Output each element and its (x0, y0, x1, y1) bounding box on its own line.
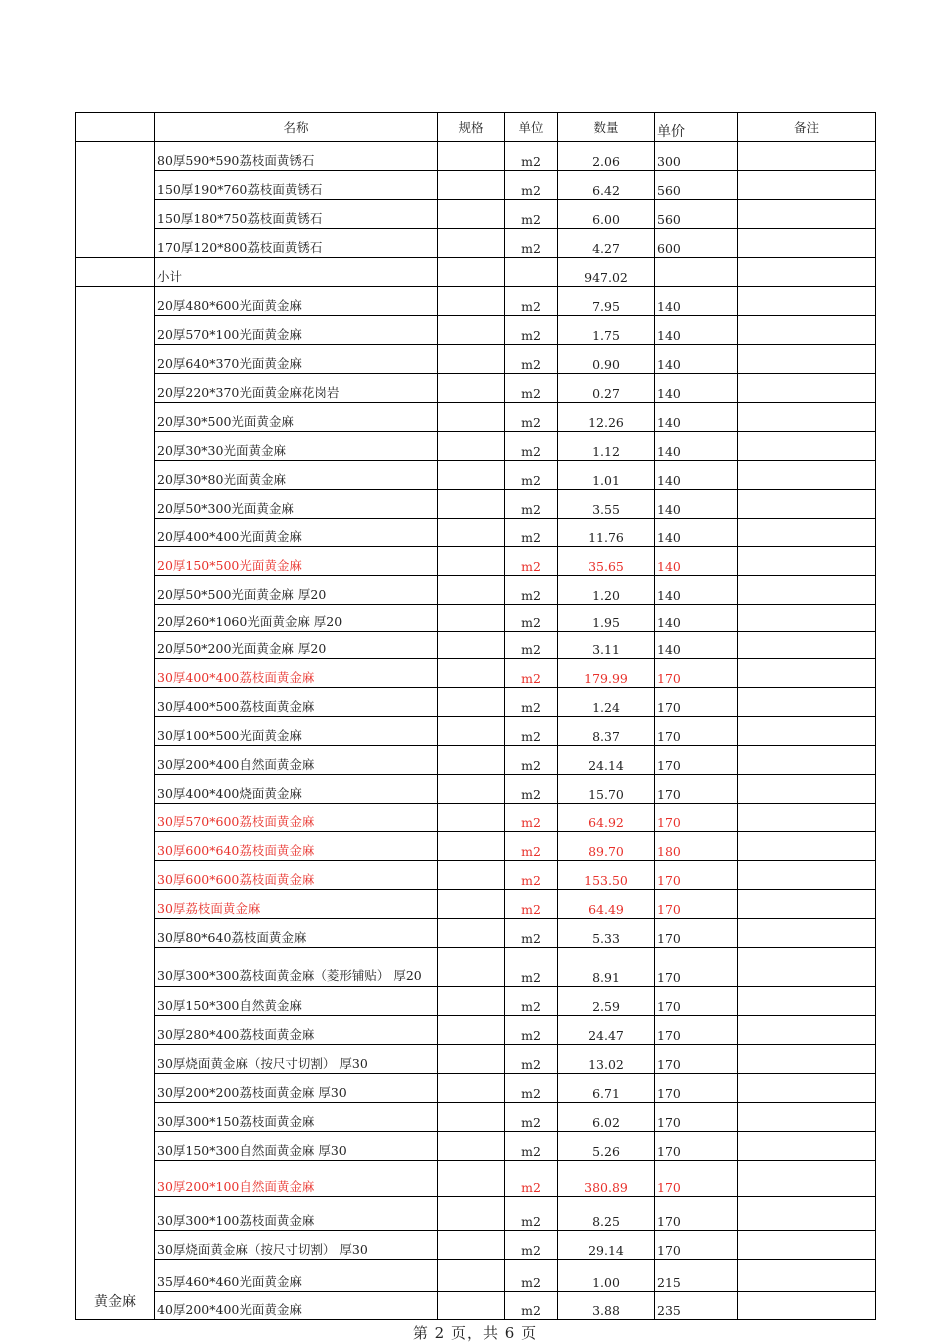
item-note (738, 229, 876, 258)
item-price: 170 (655, 987, 738, 1016)
table-row (76, 632, 876, 659)
item-price: 170 (655, 1132, 738, 1161)
header-note: 备注 (738, 113, 876, 142)
subtotal-row (76, 258, 876, 287)
item-note (738, 519, 876, 547)
item-qty: 380.89 (558, 1161, 655, 1197)
item-qty: 6.00 (558, 200, 655, 229)
item-unit: m2 (505, 547, 558, 576)
item-qty: 8.91 (558, 948, 655, 987)
item-note (738, 547, 876, 576)
item-note (738, 890, 876, 919)
category-cell (76, 142, 155, 258)
table-row (76, 1292, 876, 1320)
subtotal-qty: 947.02 (558, 258, 655, 287)
quantity-table (75, 112, 876, 1320)
item-price: 140 (655, 576, 738, 605)
item-price: 170 (655, 746, 738, 775)
item-qty: 3.11 (558, 632, 655, 659)
item-unit: m2 (505, 688, 558, 717)
item-qty: 64.49 (558, 890, 655, 919)
item-price: 170 (655, 1161, 738, 1197)
item-name: 30厚400*400烧面黄金麻 (155, 775, 438, 804)
item-spec (438, 1103, 505, 1132)
item-name: 30厚400*500荔枝面黄金麻 (155, 688, 438, 717)
item-unit: m2 (505, 1074, 558, 1103)
table-row (76, 890, 876, 919)
item-price: 600 (655, 229, 738, 258)
item-note (738, 632, 876, 659)
item-name: 30厚烧面黄金麻（按尺寸切割） 厚30 (155, 1045, 438, 1074)
item-spec (438, 1292, 505, 1320)
item-note (738, 1292, 876, 1320)
item-unit: m2 (505, 1016, 558, 1045)
table-row (76, 171, 876, 200)
item-qty: 3.88 (558, 1292, 655, 1320)
item-spec (438, 200, 505, 229)
item-spec (438, 1231, 505, 1260)
item-note (738, 1161, 876, 1197)
item-price: 170 (655, 1045, 738, 1074)
item-qty: 4.27 (558, 229, 655, 258)
item-name: 30厚100*500光面黄金麻 (155, 717, 438, 746)
item-spec (438, 374, 505, 403)
item-name: 170厚120*800荔枝面黄锈石 (155, 229, 438, 258)
item-note (738, 1016, 876, 1045)
item-qty: 7.95 (558, 287, 655, 316)
item-name: 30厚300*300荔枝面黄金麻（菱形铺贴） 厚20 (155, 948, 438, 987)
item-price: 170 (655, 1074, 738, 1103)
table-row (76, 717, 876, 746)
item-unit: m2 (505, 987, 558, 1016)
table-row (76, 1197, 876, 1231)
item-price: 560 (655, 200, 738, 229)
item-qty: 1.20 (558, 576, 655, 605)
item-qty: 64.92 (558, 804, 655, 832)
item-price: 180 (655, 832, 738, 861)
item-spec (438, 519, 505, 547)
item-qty: 24.14 (558, 746, 655, 775)
table-row (76, 1016, 876, 1045)
item-unit: m2 (505, 948, 558, 987)
subtotal-category (76, 258, 155, 287)
table-row (76, 832, 876, 861)
item-name: 20厚640*370光面黄金麻 (155, 345, 438, 374)
item-note (738, 1045, 876, 1074)
subtotal-note (738, 258, 876, 287)
header-row (76, 113, 876, 142)
item-qty: 35.65 (558, 547, 655, 576)
item-spec (438, 746, 505, 775)
table-row (76, 1132, 876, 1161)
item-note (738, 1260, 876, 1292)
item-note (738, 688, 876, 717)
item-unit: m2 (505, 576, 558, 605)
item-unit: m2 (505, 316, 558, 345)
item-unit: m2 (505, 1292, 558, 1320)
item-spec (438, 229, 505, 258)
table-row (76, 775, 876, 804)
item-note (738, 1231, 876, 1260)
item-name: 20厚220*370光面黄金麻花岗岩 (155, 374, 438, 403)
item-note (738, 1074, 876, 1103)
item-price: 170 (655, 688, 738, 717)
item-name: 20厚260*1060光面黄金麻 厚20 (155, 605, 438, 632)
item-unit: m2 (505, 1103, 558, 1132)
item-qty: 13.02 (558, 1045, 655, 1074)
item-note (738, 171, 876, 200)
table-row (76, 1074, 876, 1103)
item-spec (438, 987, 505, 1016)
item-spec (438, 775, 505, 804)
item-unit: m2 (505, 861, 558, 890)
item-spec (438, 861, 505, 890)
table-row (76, 142, 876, 171)
item-note (738, 432, 876, 461)
item-unit: m2 (505, 200, 558, 229)
item-spec (438, 605, 505, 632)
item-name: 30厚荔枝面黄金麻 (155, 890, 438, 919)
item-unit: m2 (505, 461, 558, 490)
item-qty: 11.76 (558, 519, 655, 547)
header-category (76, 113, 155, 142)
table-row (76, 1161, 876, 1197)
table-row (76, 461, 876, 490)
item-name: 20厚30*500光面黄金麻 (155, 403, 438, 432)
item-qty: 0.27 (558, 374, 655, 403)
item-price: 140 (655, 345, 738, 374)
item-price: 170 (655, 861, 738, 890)
item-price: 140 (655, 490, 738, 519)
item-qty: 3.55 (558, 490, 655, 519)
item-spec (438, 688, 505, 717)
item-spec (438, 1074, 505, 1103)
item-name: 20厚400*400光面黄金麻 (155, 519, 438, 547)
item-qty: 29.14 (558, 1231, 655, 1260)
table-row (76, 374, 876, 403)
item-price: 170 (655, 1103, 738, 1132)
item-qty: 1.75 (558, 316, 655, 345)
item-price: 170 (655, 948, 738, 987)
item-note (738, 775, 876, 804)
item-note (738, 576, 876, 605)
item-name: 30厚400*400荔枝面黄金麻 (155, 659, 438, 688)
item-name: 80厚590*590荔枝面黄锈石 (155, 142, 438, 171)
table-row (76, 659, 876, 688)
item-unit: m2 (505, 746, 558, 775)
item-qty: 24.47 (558, 1016, 655, 1045)
item-qty: 8.25 (558, 1197, 655, 1231)
item-unit: m2 (505, 142, 558, 171)
item-spec (438, 948, 505, 987)
item-qty: 179.99 (558, 659, 655, 688)
item-unit: m2 (505, 229, 558, 258)
item-name: 20厚150*500光面黄金麻 (155, 547, 438, 576)
table-row (76, 1103, 876, 1132)
item-note (738, 919, 876, 948)
item-name: 20厚50*300光面黄金麻 (155, 490, 438, 519)
table-row (76, 229, 876, 258)
item-price: 140 (655, 287, 738, 316)
table-row (76, 861, 876, 890)
item-qty: 5.33 (558, 919, 655, 948)
item-unit: m2 (505, 659, 558, 688)
item-name: 20厚30*80光面黄金麻 (155, 461, 438, 490)
item-note (738, 832, 876, 861)
item-spec (438, 576, 505, 605)
item-spec (438, 1016, 505, 1045)
item-note (738, 345, 876, 374)
subtotal-label: 小计 (155, 258, 438, 287)
item-qty: 1.01 (558, 461, 655, 490)
item-name: 30厚300*150荔枝面黄金麻 (155, 1103, 438, 1132)
item-note (738, 659, 876, 688)
item-note (738, 200, 876, 229)
table-row (76, 287, 876, 316)
item-unit: m2 (505, 403, 558, 432)
item-unit: m2 (505, 1132, 558, 1161)
item-note (738, 804, 876, 832)
item-qty: 1.00 (558, 1260, 655, 1292)
table-row (76, 948, 876, 987)
item-spec (438, 832, 505, 861)
header-qty: 数量 (558, 113, 655, 142)
item-name: 150厚190*760荔枝面黄锈石 (155, 171, 438, 200)
page-footer: 第 2 页，共 6 页 (412, 1324, 538, 1342)
item-name: 20厚50*500光面黄金麻 厚20 (155, 576, 438, 605)
table-row (76, 316, 876, 345)
table-row (76, 519, 876, 547)
item-note (738, 717, 876, 746)
item-note (738, 987, 876, 1016)
item-note (738, 861, 876, 890)
item-price: 170 (655, 659, 738, 688)
item-qty: 6.42 (558, 171, 655, 200)
item-price: 235 (655, 1292, 738, 1320)
item-unit: m2 (505, 1231, 558, 1260)
table-row (76, 1260, 876, 1292)
item-unit: m2 (505, 775, 558, 804)
item-spec (438, 403, 505, 432)
subtotal-spec (438, 258, 505, 287)
table-row (76, 490, 876, 519)
item-name: 20厚570*100光面黄金麻 (155, 316, 438, 345)
table-row (76, 919, 876, 948)
item-note (738, 605, 876, 632)
table-row (76, 403, 876, 432)
table-row (76, 1045, 876, 1074)
item-name: 30厚200*400自然面黄金麻 (155, 746, 438, 775)
item-price: 140 (655, 316, 738, 345)
item-note (738, 948, 876, 987)
item-spec (438, 547, 505, 576)
item-name: 30厚烧面黄金麻（按尺寸切割） 厚30 (155, 1231, 438, 1260)
item-price: 170 (655, 804, 738, 832)
item-note (738, 287, 876, 316)
item-unit: m2 (505, 1260, 558, 1292)
item-unit: m2 (505, 171, 558, 200)
item-name: 30厚570*600荔枝面黄金麻 (155, 804, 438, 832)
item-name: 30厚300*100荔枝面黄金麻 (155, 1197, 438, 1231)
header-unit: 单位 (505, 113, 558, 142)
item-name: 35厚460*460光面黄金麻 (155, 1260, 438, 1292)
item-price: 170 (655, 1016, 738, 1045)
item-unit: m2 (505, 432, 558, 461)
item-note (738, 403, 876, 432)
item-unit: m2 (505, 287, 558, 316)
item-price: 140 (655, 632, 738, 659)
item-name: 30厚600*600荔枝面黄金麻 (155, 861, 438, 890)
item-spec (438, 142, 505, 171)
subtotal-unit (505, 258, 558, 287)
item-spec (438, 171, 505, 200)
item-price: 300 (655, 142, 738, 171)
table-row (76, 804, 876, 832)
item-name: 20厚30*30光面黄金麻 (155, 432, 438, 461)
item-unit: m2 (505, 632, 558, 659)
item-spec (438, 717, 505, 746)
header-name: 名称 (155, 113, 438, 142)
table-row (76, 432, 876, 461)
item-name: 150厚180*750荔枝面黄锈石 (155, 200, 438, 229)
item-name: 30厚600*640荔枝面黄金麻 (155, 832, 438, 861)
item-note (738, 142, 876, 171)
item-qty: 12.26 (558, 403, 655, 432)
item-spec (438, 490, 505, 519)
item-spec (438, 316, 505, 345)
table-row (76, 345, 876, 374)
item-qty: 6.02 (558, 1103, 655, 1132)
item-qty: 1.95 (558, 605, 655, 632)
item-unit: m2 (505, 374, 558, 403)
item-price: 170 (655, 717, 738, 746)
item-unit: m2 (505, 890, 558, 919)
item-name: 30厚150*300自然黄金麻 (155, 987, 438, 1016)
item-qty: 15.70 (558, 775, 655, 804)
table-row (76, 547, 876, 576)
item-qty: 89.70 (558, 832, 655, 861)
table-row (76, 688, 876, 717)
item-unit: m2 (505, 490, 558, 519)
item-spec (438, 1161, 505, 1197)
item-qty: 6.71 (558, 1074, 655, 1103)
item-price: 140 (655, 374, 738, 403)
item-price: 140 (655, 519, 738, 547)
subtotal-price (655, 258, 738, 287)
item-spec (438, 1197, 505, 1231)
item-spec (438, 345, 505, 374)
item-qty: 1.12 (558, 432, 655, 461)
item-price: 170 (655, 775, 738, 804)
item-qty: 153.50 (558, 861, 655, 890)
item-spec (438, 1045, 505, 1074)
item-unit: m2 (505, 1161, 558, 1197)
item-note (738, 316, 876, 345)
item-name: 40厚200*400光面黄金麻 (155, 1292, 438, 1320)
item-price: 170 (655, 1197, 738, 1231)
item-unit: m2 (505, 919, 558, 948)
item-note (738, 1103, 876, 1132)
table-row (76, 200, 876, 229)
item-note (738, 374, 876, 403)
item-note (738, 1132, 876, 1161)
item-name: 30厚80*640荔枝面黄金麻 (155, 919, 438, 948)
item-name: 20厚50*200光面黄金麻 厚20 (155, 632, 438, 659)
item-price: 140 (655, 605, 738, 632)
item-price: 170 (655, 1231, 738, 1260)
item-price: 560 (655, 171, 738, 200)
item-spec (438, 432, 505, 461)
item-unit: m2 (505, 717, 558, 746)
item-price: 140 (655, 403, 738, 432)
item-unit: m2 (505, 519, 558, 547)
item-qty: 1.24 (558, 688, 655, 717)
item-name: 20厚480*600光面黄金麻 (155, 287, 438, 316)
item-qty: 8.37 (558, 717, 655, 746)
item-price: 140 (655, 461, 738, 490)
item-spec (438, 287, 505, 316)
item-qty: 5.26 (558, 1132, 655, 1161)
item-price: 215 (655, 1260, 738, 1292)
item-qty: 2.06 (558, 142, 655, 171)
item-note (738, 490, 876, 519)
item-spec (438, 890, 505, 919)
item-unit: m2 (505, 605, 558, 632)
item-name: 30厚150*300自然面黄金麻 厚30 (155, 1132, 438, 1161)
item-unit: m2 (505, 1045, 558, 1074)
item-qty: 0.90 (558, 345, 655, 374)
item-spec (438, 919, 505, 948)
item-spec (438, 632, 505, 659)
item-spec (438, 1260, 505, 1292)
table-row (76, 746, 876, 775)
item-price: 170 (655, 919, 738, 948)
item-note (738, 1197, 876, 1231)
item-price: 140 (655, 547, 738, 576)
item-note (738, 461, 876, 490)
item-price: 140 (655, 432, 738, 461)
item-unit: m2 (505, 1197, 558, 1231)
item-name: 30厚280*400荔枝面黄金麻 (155, 1016, 438, 1045)
item-name: 30厚200*100自然面黄金麻 (155, 1161, 438, 1197)
item-spec (438, 461, 505, 490)
category-cell: 黄金麻 (76, 287, 155, 1320)
table-row (76, 605, 876, 632)
table-row (76, 987, 876, 1016)
table-row (76, 576, 876, 605)
item-unit: m2 (505, 345, 558, 374)
item-note (738, 746, 876, 775)
item-qty: 2.59 (558, 987, 655, 1016)
header-price: 单价 (655, 113, 738, 142)
item-name: 30厚200*200荔枝面黄金麻 厚30 (155, 1074, 438, 1103)
item-unit: m2 (505, 804, 558, 832)
item-price: 170 (655, 890, 738, 919)
table-row (76, 1231, 876, 1260)
item-spec (438, 804, 505, 832)
item-spec (438, 1132, 505, 1161)
item-spec (438, 659, 505, 688)
header-spec: 规格 (438, 113, 505, 142)
item-unit: m2 (505, 832, 558, 861)
